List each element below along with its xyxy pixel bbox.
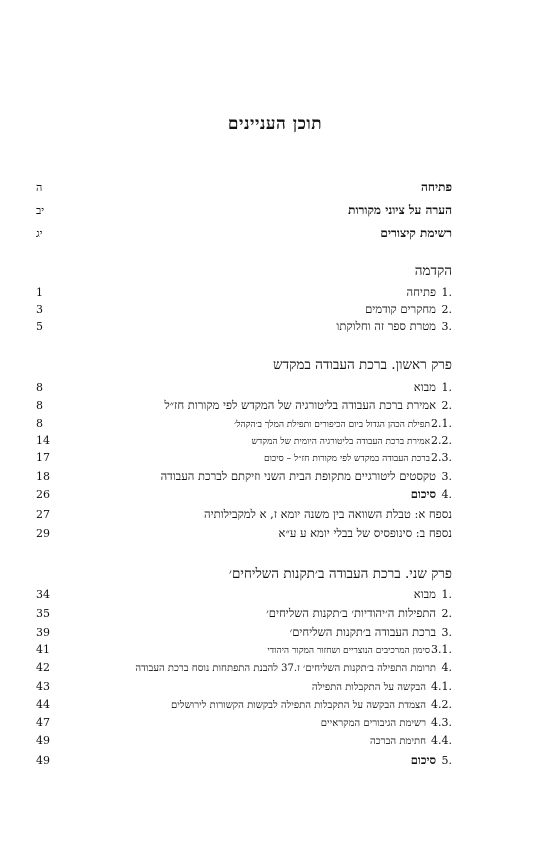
- toc-subentry: [36, 434, 452, 452]
- entry-page: 42: [36, 661, 50, 674]
- entry-number: 4.4.: [431, 734, 452, 747]
- entry-number: 3.: [441, 470, 452, 483]
- entry-number: 2.: [441, 399, 452, 412]
- entry-label: טקסטים ליטורגיים מתקופת הבית השני וזיקתם לברכת העבודה: [160, 469, 436, 483]
- entry-label: חתימת הברכה: [370, 736, 426, 747]
- toc-entry: [36, 226, 452, 244]
- entry-label: מחקרים קודמים: [365, 302, 436, 316]
- entry-label: רשימת הגיבורים המקראיים: [320, 718, 426, 729]
- toc-subentry: [36, 451, 452, 469]
- toc-title: תוכן העניינים: [227, 114, 323, 134]
- entry-label: מבוא: [413, 587, 436, 601]
- toc-appendix: [36, 507, 452, 525]
- entry-page: 8: [36, 381, 43, 394]
- entry-page: 44: [36, 698, 50, 711]
- entry-label: סיכום: [410, 753, 436, 767]
- toc-appendix: [36, 526, 452, 544]
- entry-label: ברכת העבודה במקדש לפי מקורות חז״ל – סיכום: [264, 454, 430, 464]
- toc-entry: [36, 625, 452, 643]
- toc-subentry: [36, 698, 452, 716]
- toc-entry: [36, 661, 452, 679]
- entry-number: 2.: [441, 303, 452, 316]
- entry-page: ה: [36, 181, 43, 194]
- entry-page: 1: [36, 286, 43, 299]
- toc-subentry: [36, 417, 452, 435]
- toc-entry: [36, 380, 452, 398]
- toc-entry: [36, 398, 452, 416]
- toc-subentry: [36, 680, 452, 698]
- section-heading: [36, 263, 452, 281]
- entry-label: רשימת קיצורים: [380, 226, 452, 240]
- entry-number: 3.: [441, 626, 452, 639]
- toc-entry: [36, 285, 452, 303]
- entry-page: 34: [36, 588, 50, 601]
- entry-label: תרומת התפילה ב׳תקנות השליחים׳ ז.37 להבנת התפתחות נוסח ברכת העבודה: [135, 663, 436, 674]
- entry-label: אמירת ברכת העבודה בליטורגיה היומית של המקדש: [251, 437, 430, 447]
- entry-page: 35: [36, 607, 50, 620]
- entry-number: 1.: [441, 588, 452, 601]
- entry-number: 4.2.: [431, 698, 452, 711]
- entry-page: יג: [36, 227, 43, 240]
- entry-number: 1.: [441, 286, 452, 299]
- entry-label: הבקשה על התקבלות התפילה: [311, 682, 426, 693]
- entry-label: ברכת העבודה ב׳תקנות השליחים׳: [289, 625, 436, 639]
- entry-page: 49: [36, 754, 50, 767]
- entry-label: תפילת הכהן הגדול ביום הכיפורים ותפילת המלך ב׳הקהל׳: [234, 420, 430, 430]
- entry-label: נספח א: טבלת השוואה בין משנה יומא ז, א למקבילותיה: [204, 507, 452, 521]
- entry-page: 18: [36, 470, 50, 483]
- section-heading-label: הקדמה: [414, 263, 452, 279]
- entry-number: 5.: [441, 754, 452, 767]
- toc-entry: [36, 319, 452, 337]
- entry-page: 39: [36, 626, 50, 639]
- chapter-heading: [36, 357, 452, 375]
- entry-number: 4.: [441, 661, 452, 674]
- entry-number: 2.: [441, 607, 452, 620]
- toc-entry: [36, 487, 452, 505]
- toc-entry: [36, 203, 452, 221]
- entry-label: אמירת ברכת העבודה בליטורגיה של המקדש לפי מקורות חז״ל: [164, 398, 436, 412]
- entry-page: יב: [36, 204, 45, 217]
- entry-number: 4.1.: [431, 680, 452, 693]
- entry-number: 4.3.: [431, 716, 452, 729]
- toc-entry: [36, 587, 452, 605]
- toc-entry: [36, 302, 452, 320]
- entry-page: 43: [36, 680, 50, 693]
- entry-page: 47: [36, 716, 50, 729]
- entry-page: 5: [36, 320, 43, 333]
- entry-number: 2.3.: [431, 451, 452, 464]
- entry-label: מבוא: [413, 380, 436, 394]
- entry-label: פתיחה: [421, 180, 452, 194]
- entry-page: 49: [36, 734, 50, 747]
- entry-label: פתיחה: [406, 285, 436, 299]
- entry-page: 3: [36, 303, 43, 316]
- chapter-heading-label: פרק שני. ברכת העבודה ב׳תקנות השליחים׳: [228, 566, 452, 582]
- entry-page: 8: [36, 417, 43, 430]
- entry-label: סיכום: [410, 487, 436, 501]
- entry-page: 41: [36, 643, 50, 656]
- entry-number: 3.: [441, 320, 452, 333]
- entry-label: הערה על ציוני מקורות: [348, 203, 452, 217]
- entry-number: 4.: [441, 488, 452, 501]
- entry-page: 29: [36, 527, 50, 540]
- entry-page: 27: [36, 508, 50, 521]
- entry-label: הצמדת הבקשה על התקבלות התפילה לבקשות הקשורות לירושלים: [171, 700, 426, 711]
- toc-entry: [36, 469, 452, 487]
- entry-label: מטרת ספר זה וחלוקתו: [336, 319, 436, 333]
- entry-number: 2.1.: [431, 417, 452, 430]
- chapter-heading: [36, 566, 452, 584]
- toc-entry: [36, 180, 452, 198]
- entry-page: 8: [36, 399, 43, 412]
- chapter-heading-label: פרק ראשון. ברכת העבודה במקדש: [273, 357, 452, 373]
- entry-number: 2.2.: [431, 434, 452, 447]
- toc-subentry: [36, 643, 452, 661]
- entry-page: 26: [36, 488, 50, 501]
- toc-entry: [36, 753, 452, 771]
- entry-page: 14: [36, 434, 50, 447]
- toc-subentry: [36, 734, 452, 752]
- toc-entry: [36, 606, 452, 624]
- entry-label: סימון המרכיבים הנוצריים ושחזור המקור היהודי: [267, 646, 430, 656]
- toc-subentry: [36, 716, 452, 734]
- entry-number: 1.: [441, 381, 452, 394]
- entry-label: נספח ב: סינופסיס של בבלי יומא ע ע״א: [278, 526, 452, 540]
- entry-label: התפילות ה׳יהודיות׳ ב׳תקנות השליחים׳: [266, 606, 436, 620]
- entry-number: 3.1.: [431, 643, 452, 656]
- entry-page: 17: [36, 451, 50, 464]
